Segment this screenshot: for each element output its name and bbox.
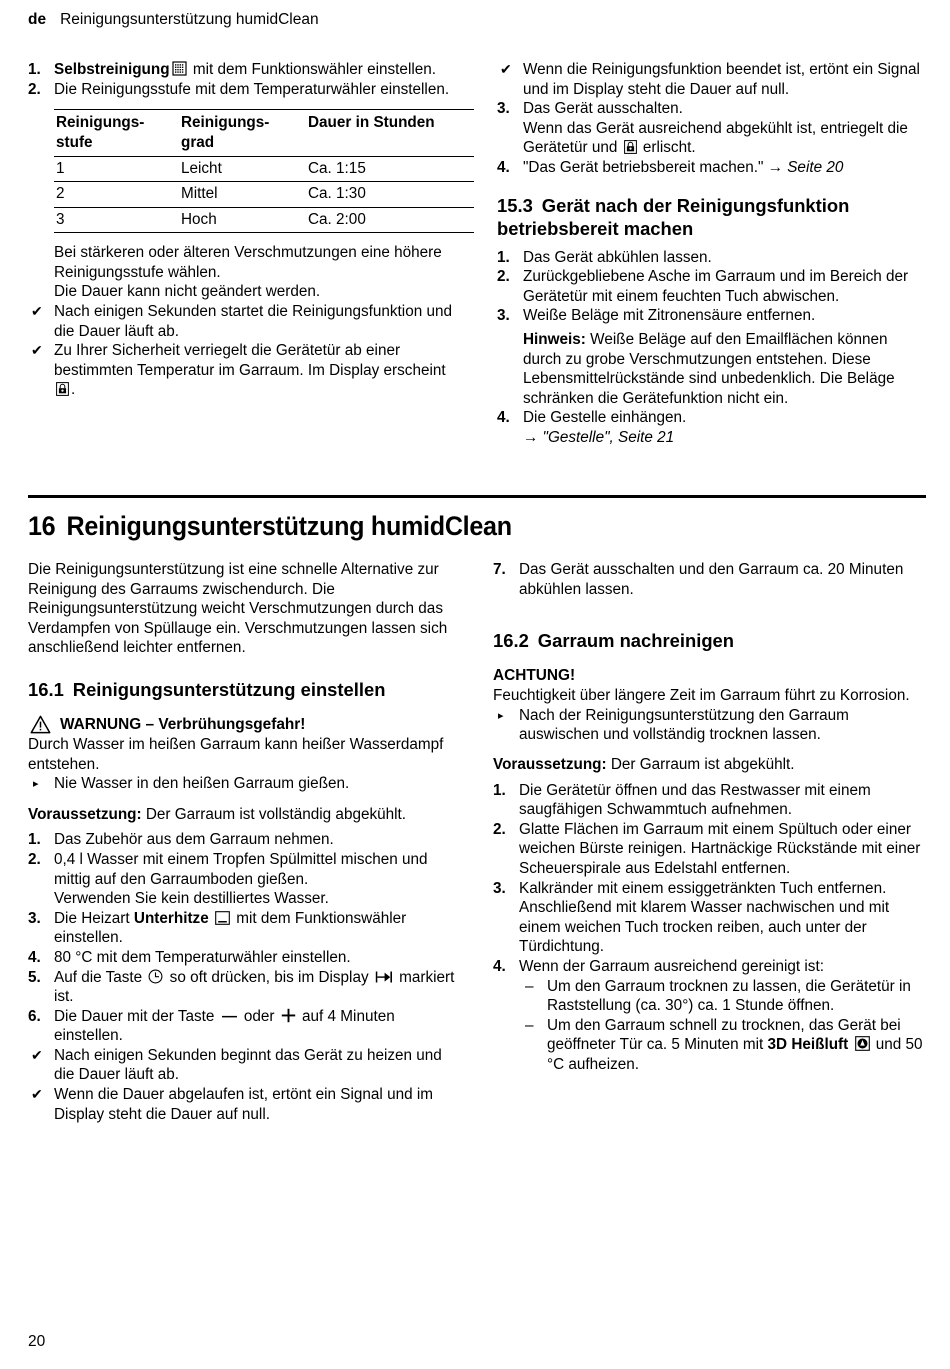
step-text: Die Reinigungsstufe mit dem Temperaturwähler einstellen. [54,80,450,98]
lock-icon [624,140,637,154]
list-item [493,820,926,879]
warning-triangle-icon [30,715,51,734]
hinweis-label: Hinweis: [523,330,586,348]
step-number: 4. [493,957,506,975]
step-text-main: Die Gestelle einhängen. [523,409,687,427]
list-item [497,99,926,158]
caution-label: ACHTUNG! [493,667,576,685]
check-text: Wenn die Reinigungsfunktion beendet ist, ertönt ein Signal und im Display steht die Dauer auf null. [523,61,920,98]
step-number: 4. [497,409,510,427]
step-number: 2. [28,850,41,868]
step-number: 1. [28,831,41,849]
step-text-line2: Verwenden Sie kein destilliertes Wasser. [54,890,329,908]
precondition-text: Der Garraum ist abgekühlt. [606,755,795,773]
step-text [523,408,926,447]
step-text-b: mit dem Funktionswähler einstellen. [54,909,407,947]
check-text-suffix: . [71,381,76,399]
check-icon: ✔ [31,1046,43,1063]
plus-icon [281,1008,296,1023]
check-text-main: Zu Ihrer Sicherheit verriegelt die Gerätetür ab einer bestimmten Temperatur im Garraum. Im Display erscheint [54,342,446,379]
list-item [28,1046,461,1085]
bottom-heat-icon [215,911,230,925]
precondition-block [493,755,926,775]
step-text-b: so oft drücken, bis im Display [165,968,373,986]
step-text-main: 0,4 l Wasser mit einem Tropfen Spülmittel mischen und mittig auf den Garraumboden gießen. [54,850,428,888]
header-line-2: grad [181,133,215,151]
step-number: 3. [497,100,510,118]
sub-item-text-a: Um den Garraum schnell zu trocknen, das Gerät bei geöffneter Tür ca. 5 Minuten mit [547,1016,901,1054]
page-number: 20 [28,1333,46,1350]
step-text [54,968,461,1007]
section-title: Gerät nach der Reinigungsfunktion betriebsbereit machen [497,194,850,239]
arrow-bullet-icon: ▸ [498,709,504,722]
warning-text: Durch Wasser im heißen Garraum kann heißer Wasserdampf entstehen. [28,735,444,773]
step-text [54,60,465,80]
sub-item-text: Um den Garraum trocknen zu lassen, die Gerätetür in Raststellung (ca. 30°) ca. 1 Stunde öffnen. [547,977,911,1015]
check-icon: ✔ [500,61,512,77]
step-text: Das Gerät ausschalten und den Garraum ca. 20 Minuten abkühlen lassen. [519,561,904,598]
header-line-1: Reinigungs- [56,114,145,132]
minus-icon [221,1010,238,1023]
section-title: Reinigungsunterstützung einstellen [72,678,386,700]
section-heading-16-1 [28,678,461,701]
step-number: 4. [28,948,41,966]
step-text-c: markiert ist. [54,968,455,1006]
step-number: 3. [497,307,510,325]
column-header-level [54,110,179,157]
list-item [28,830,461,850]
step-text: Wenn der Garraum ausreichend gereinigt ist: [519,957,824,975]
list-item [493,706,926,745]
cell-level: 1 [56,160,65,177]
caution-text: Feuchtigkeit über längere Zeit im Garraum führt zu Korrosion. [493,687,910,705]
section-number: 16.2 [493,630,529,652]
cell-level: 3 [56,210,65,228]
step-number: 7. [493,561,506,578]
top-columns [28,60,926,448]
column-header-duration: Dauer in Stunden [308,114,435,132]
step-text-a: Die Heizart [54,909,134,927]
sub-item-text-b: und 50 °C aufheizen. [547,1036,923,1073]
list-item [497,158,926,178]
step-number: 3. [493,879,506,897]
step-line-2b: erlischt. [638,139,696,157]
cell-duration: Ca. 2:00 [308,210,366,228]
chapter-number: 16 [28,511,56,541]
check-text: Nach einigen Sekunden beginnt das Gerät zu heizen und die Dauer läuft ab. [54,1046,442,1084]
list-item [497,306,926,326]
hot-air-3d-icon [855,1036,870,1051]
step-text-b: oder [239,1007,279,1025]
running-header [28,10,319,30]
column-header-degree [179,110,306,157]
list-item [28,948,461,968]
header-title: Reinigungsunterstützung humidClean [60,11,319,28]
table-row [54,207,474,232]
step-number: 2. [493,820,506,838]
table-header-row [54,110,474,157]
step-text-a: Die Dauer mit der Taste [54,1007,219,1025]
step-text: Das Zubehör aus dem Garraum nehmen. [54,831,334,849]
section-number: 15.3 [497,194,533,216]
step-text [54,909,461,948]
step-number: 4. [497,158,510,176]
step-number: 1. [497,248,510,266]
cleaning-levels-table [54,109,474,233]
cross-reference[interactable]: → "Gestelle", Seite 21 [523,428,675,446]
step-text: 80 °C mit dem Temperaturwähler einstellen. [54,948,351,966]
step-text [523,99,926,158]
check-text: Nach einigen Sekunden startet die Reinigungsfunktion und die Dauer läuft ab. [54,303,452,340]
step-text-a: Auf die Taste [54,968,147,986]
list-item [497,267,926,306]
step-text: Kalkränder mit einem essiggetränkten Tuch entfernen. Anschließend mit klarem Wasser nachwischen und mit einem weichen Tuch trocken reiben, auch unter der Türdichtung. [519,879,890,956]
precondition-block [28,805,461,825]
cell-duration: Ca. 1:30 [308,185,366,203]
check-icon: ✔ [31,342,43,359]
table-row [54,182,474,207]
table-row [54,157,474,182]
step-number: 2. [497,268,510,286]
list-item [493,957,926,977]
step-emphasis: Selbstreinigung [54,61,170,78]
list-item [28,80,465,100]
hinweis-text: Weiße Beläge auf den Emailflächen können durch zu grobe Verschmutzungen entstehen. Diese Lebensmittelrückstände sind unbedenklich. Die Beläge schränken die Gerätefunktion nicht ein. [523,330,895,407]
clock-icon [148,969,163,984]
list-item [493,977,926,1016]
step-number: 6. [28,1007,41,1025]
cell-degree: Leicht [181,160,222,177]
list-item [493,560,926,599]
self-clean-icon [172,61,187,76]
chapter-right-column [493,560,926,1124]
list-item [493,781,926,820]
step-text-main: "Das Gerät betriebsbereit machen." [523,158,764,176]
dash-bullet-icon: – [525,977,534,995]
precondition-label: Voraussetzung: [493,755,607,773]
section-heading-15-3 [497,194,926,240]
top-left-column [28,60,465,448]
step-text: Zurückgebliebene Asche im Garraum und im Bereich der Gerätetür mit einem feuchten Tuch abwischen. [523,268,909,305]
language-code: de [28,11,47,28]
list-item [28,774,461,795]
heating-mode-label: 3D Heißluft [767,1036,849,1054]
check-text: Wenn die Dauer abgelaufen ist, ertönt ein Signal und im Display steht die Dauer auf null. [54,1086,433,1123]
check-text [54,341,465,400]
list-item [28,1085,461,1124]
end-time-icon [375,970,393,984]
list-item [497,408,926,447]
chapter-title: Reinigungsunterstützung humidClean [66,511,512,541]
chapter-heading [28,510,863,542]
list-item [493,879,926,957]
precondition-label: Voraussetzung: [28,805,142,823]
chapter-left-column [28,560,461,1124]
caution-bullet-text: Nach der Reinigungsunterstützung den Garraum auswischen und vollständig trocknen lassen. [519,706,849,744]
step-line-2a: Wenn das Gerät ausreichend abgekühlt ist, entriegelt die Gerätetür und [523,119,908,157]
list-item [493,1016,926,1075]
header-line-1: Reinigungs- [181,114,270,132]
cell-level: 2 [56,185,65,203]
chapter-heading-block [28,495,926,542]
check-icon: ✔ [31,1086,43,1103]
step-number: 2. [28,80,41,98]
warning-bullet-text: Nie Wasser in den heißen Garraum gießen. [54,775,350,793]
header-line-2: stufe [56,133,93,151]
section-heading-16-2 [493,629,926,652]
table-body [54,157,474,233]
list-item [28,850,461,909]
arrow-bullet-icon: ▸ [33,778,39,791]
step-text: Das Gerät abkühlen lassen. [523,248,712,266]
warning-heading [28,715,461,735]
sub-item-text [547,1016,926,1075]
note-text-2: Die Dauer kann nicht geändert werden. [54,283,321,301]
step-text [54,850,461,909]
chapter-intro-text: Die Reinigungsunterstützung ist eine schnelle Alternative zur Reinigung des Garraums zwischendurch. Die Reinigungsunterstützung weicht Verschmutzungen durch das Verdampfen von Spüllauge ein. Verschmutzungen lassen sich anschließend leichter entfernen. [28,561,448,657]
warning-label: WARNUNG – Verbrühungsgefahr! [60,715,306,733]
step-text [54,1007,461,1046]
step-text-after: mit dem Funktionswähler einstellen. [188,61,437,78]
step-line-1: Das Gerät ausschalten. [523,100,683,118]
top-right-column [497,60,926,448]
list-item [28,1007,461,1046]
heating-mode-label: Unterhitze [133,909,209,927]
chapter-columns [28,560,926,1124]
cell-degree: Mittel [181,185,218,203]
precondition-text: Der Garraum ist vollständig abgekühlt. [141,805,407,823]
list-item [28,60,465,80]
hinweis-block [497,330,926,408]
step-number: 5. [28,968,41,986]
step-text-c: auf 4 Minuten einstellen. [54,1007,395,1045]
dash-bullet-icon: – [525,1016,534,1034]
section-number: 16.1 [28,678,64,700]
cell-degree: Hoch [181,210,217,228]
list-item [28,909,461,948]
cross-reference[interactable]: → Seite 20 [767,158,844,176]
step-text [523,158,926,178]
step-number: 1. [493,781,506,799]
list-item [497,60,926,99]
cell-duration: Ca. 1:15 [308,160,366,177]
section-title: Garraum nachreinigen [537,630,735,652]
list-item [497,248,926,268]
note-text-1: Bei stärkeren oder älteren Verschmutzungen eine höhere Reinigungsstufe wählen. [54,244,442,281]
list-item [28,968,461,1007]
step-text: Die Gerätetür öffnen und das Restwasser mit einem saugfähigen Schwammtuch aufnehmen. [519,781,871,819]
lock-icon [56,382,69,396]
step-number: 3. [28,909,41,927]
step-text: Glatte Flächen im Garraum mit einem Spültuch oder einer weichen Bürste reinigen. Hartnäckige Rückstände mit einer Scheuerspirale aus Edelstahl entfernen. [519,820,921,877]
list-item [28,341,465,400]
check-icon: ✔ [31,303,43,319]
table-header [54,110,474,157]
list-item [28,302,465,341]
step-text: Weiße Beläge mit Zitronensäure entfernen. [523,307,816,325]
step-number: 1. [28,61,41,78]
